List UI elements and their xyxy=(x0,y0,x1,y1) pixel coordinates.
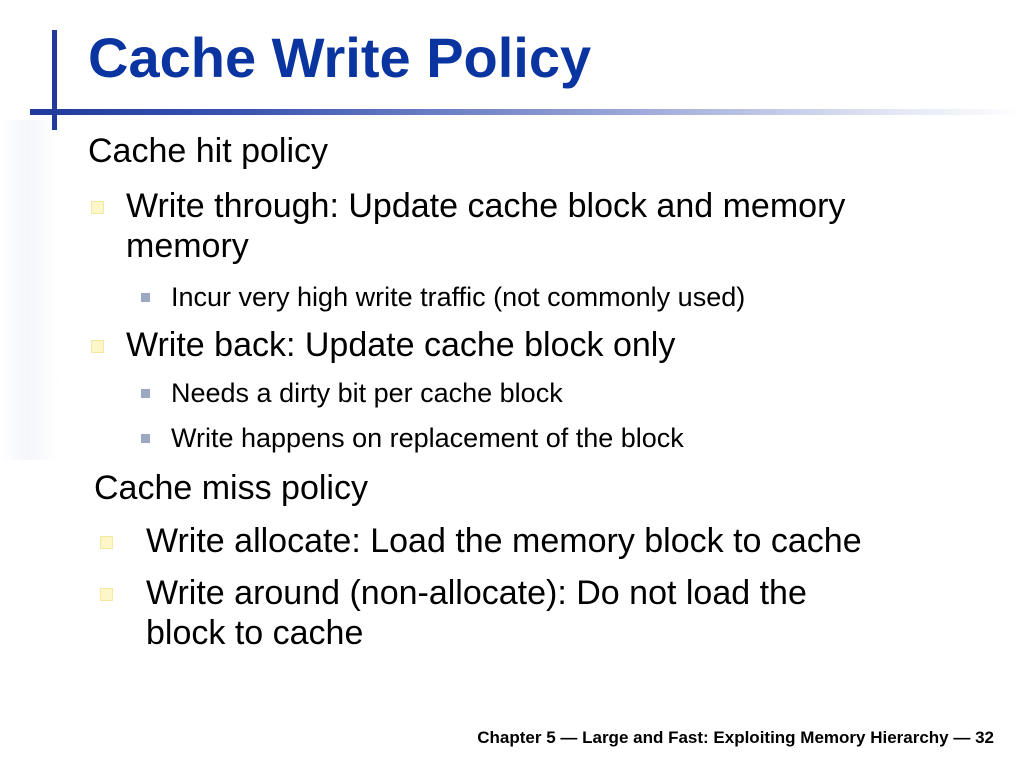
write-back-note-2: Write happens on replacement of the block xyxy=(171,423,684,453)
slide-title: Cache Write Policy xyxy=(88,26,592,89)
write-back-note-1: Needs a dirty bit per cache block xyxy=(171,378,563,408)
bullet-write-allocate xyxy=(146,521,862,561)
write-around-line2: block to cache xyxy=(146,614,364,652)
write-back-label: Write back: Update cache block only xyxy=(126,326,676,364)
sub-bullet-write-through xyxy=(171,281,745,313)
square-bullet-icon xyxy=(100,588,113,601)
bullet-write-around xyxy=(146,573,807,653)
bullet-write-through xyxy=(126,186,845,266)
miss-policy-heading: Cache miss policy xyxy=(94,469,368,507)
square-bullet-icon xyxy=(91,340,104,353)
write-through-line1: Write through: Update cache block and memory xyxy=(126,187,846,225)
write-through-note: Incur very high write traffic (not commonly used) xyxy=(171,282,746,312)
sub-bullet-dirty-bit xyxy=(171,377,563,409)
bullet-write-back xyxy=(126,325,675,365)
hit-policy-heading: Cache hit policy xyxy=(88,132,329,170)
square-bullet-icon xyxy=(141,293,150,302)
write-through-line2: memory xyxy=(126,227,249,265)
title-horizontal-rule xyxy=(30,109,1024,115)
square-bullet-icon xyxy=(141,434,150,443)
left-decoration xyxy=(0,120,60,460)
write-allocate-label: Write allocate: Load the memory block to cache xyxy=(146,522,862,560)
title-vertical-rule xyxy=(52,30,57,130)
square-bullet-icon xyxy=(100,536,113,549)
sub-bullet-replacement xyxy=(171,422,684,454)
square-bullet-icon xyxy=(141,389,150,398)
square-bullet-icon xyxy=(91,201,104,214)
slide-footer: Chapter 5 — Large and Fast: Exploiting Memory Hierarchy — 32 xyxy=(477,728,994,747)
write-around-line1: Write around (non-allocate): Do not load the xyxy=(146,574,807,612)
